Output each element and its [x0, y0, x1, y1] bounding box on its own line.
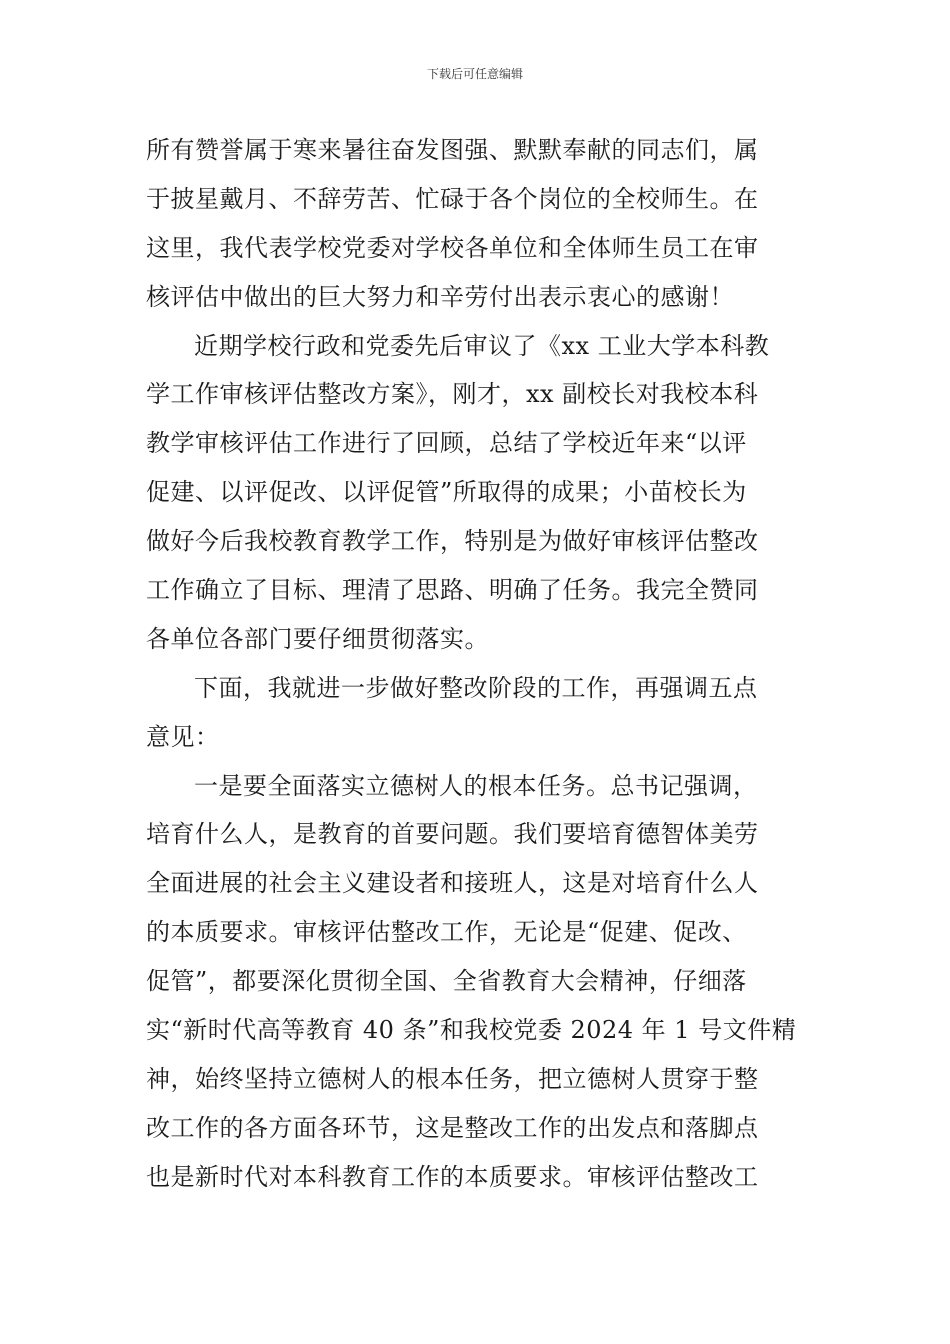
text-line: 实“新时代高等教育 40 条”和我校党委 2024 年 1 号文件精: [146, 1016, 797, 1045]
text-line: 培育什么人，是教育的首要问题。我们要培育德智体美劳: [146, 820, 759, 849]
text-line: 教学审核评估工作进行了回顾，总结了学校近年来“以评: [146, 429, 747, 458]
text-line: 促建、以评促改、以评促管”所取得的成果；小苗校长为: [146, 478, 747, 507]
text-line: 学工作审核评估整改方案》，刚才，xx 副校长对我校本科: [146, 380, 759, 409]
text-line: 神，始终坚持立德树人的根本任务，把立德树人贯穿于整: [146, 1064, 759, 1093]
page-header: 下载后可任意编辑: [426, 67, 523, 81]
text-line: 所有赞誉属于寒来暑往奋发图强、默默奉献的同志们，属: [146, 136, 759, 164]
text-line: 于披星戴月、不辞劳苦、忙碌于各个岗位的全校师生。在: [146, 184, 759, 213]
text-line: 核评估中做出的巨大努力和辛劳付出表示衷心的感谢！: [146, 282, 734, 311]
text-line: 近期学校行政和党委先后审议了《xx 工业大学本科教: [194, 331, 770, 360]
text-line: 工作确立了目标、理清了思路、明确了任务。我完全赞同: [146, 576, 759, 605]
text-line: 各单位各部门要仔细贯彻落实。: [146, 624, 489, 653]
text-line: 一是要全面落实立德树人的根本任务。总书记强调，: [194, 771, 758, 800]
document-body: [146, 126, 808, 1202]
text-line: 意见：: [146, 722, 220, 751]
text-line: 全面进展的社会主义建设者和接班人，这是对培育什么人: [146, 869, 759, 898]
text-line: 做好今后我校教育教学工作，特别是为做好审核评估整改: [146, 527, 759, 556]
text-line: 的本质要求。审核评估整改工作，无论是“促建、促改、: [146, 918, 747, 947]
text-line: 也是新时代对本科教育工作的本质要求。审核评估整改工: [146, 1162, 759, 1191]
text-line: 这里，我代表学校党委对学校各单位和全体师生员工在审: [146, 233, 759, 262]
text-line: 改工作的各方面各环节，这是整改工作的出发点和落脚点: [146, 1113, 759, 1142]
text-line: 促管”，都要深化贯彻全国、全省教育大会精神，仔细落: [146, 967, 747, 996]
text-line: 下面，我就进一步做好整改阶段的工作，再强调五点: [194, 673, 758, 702]
